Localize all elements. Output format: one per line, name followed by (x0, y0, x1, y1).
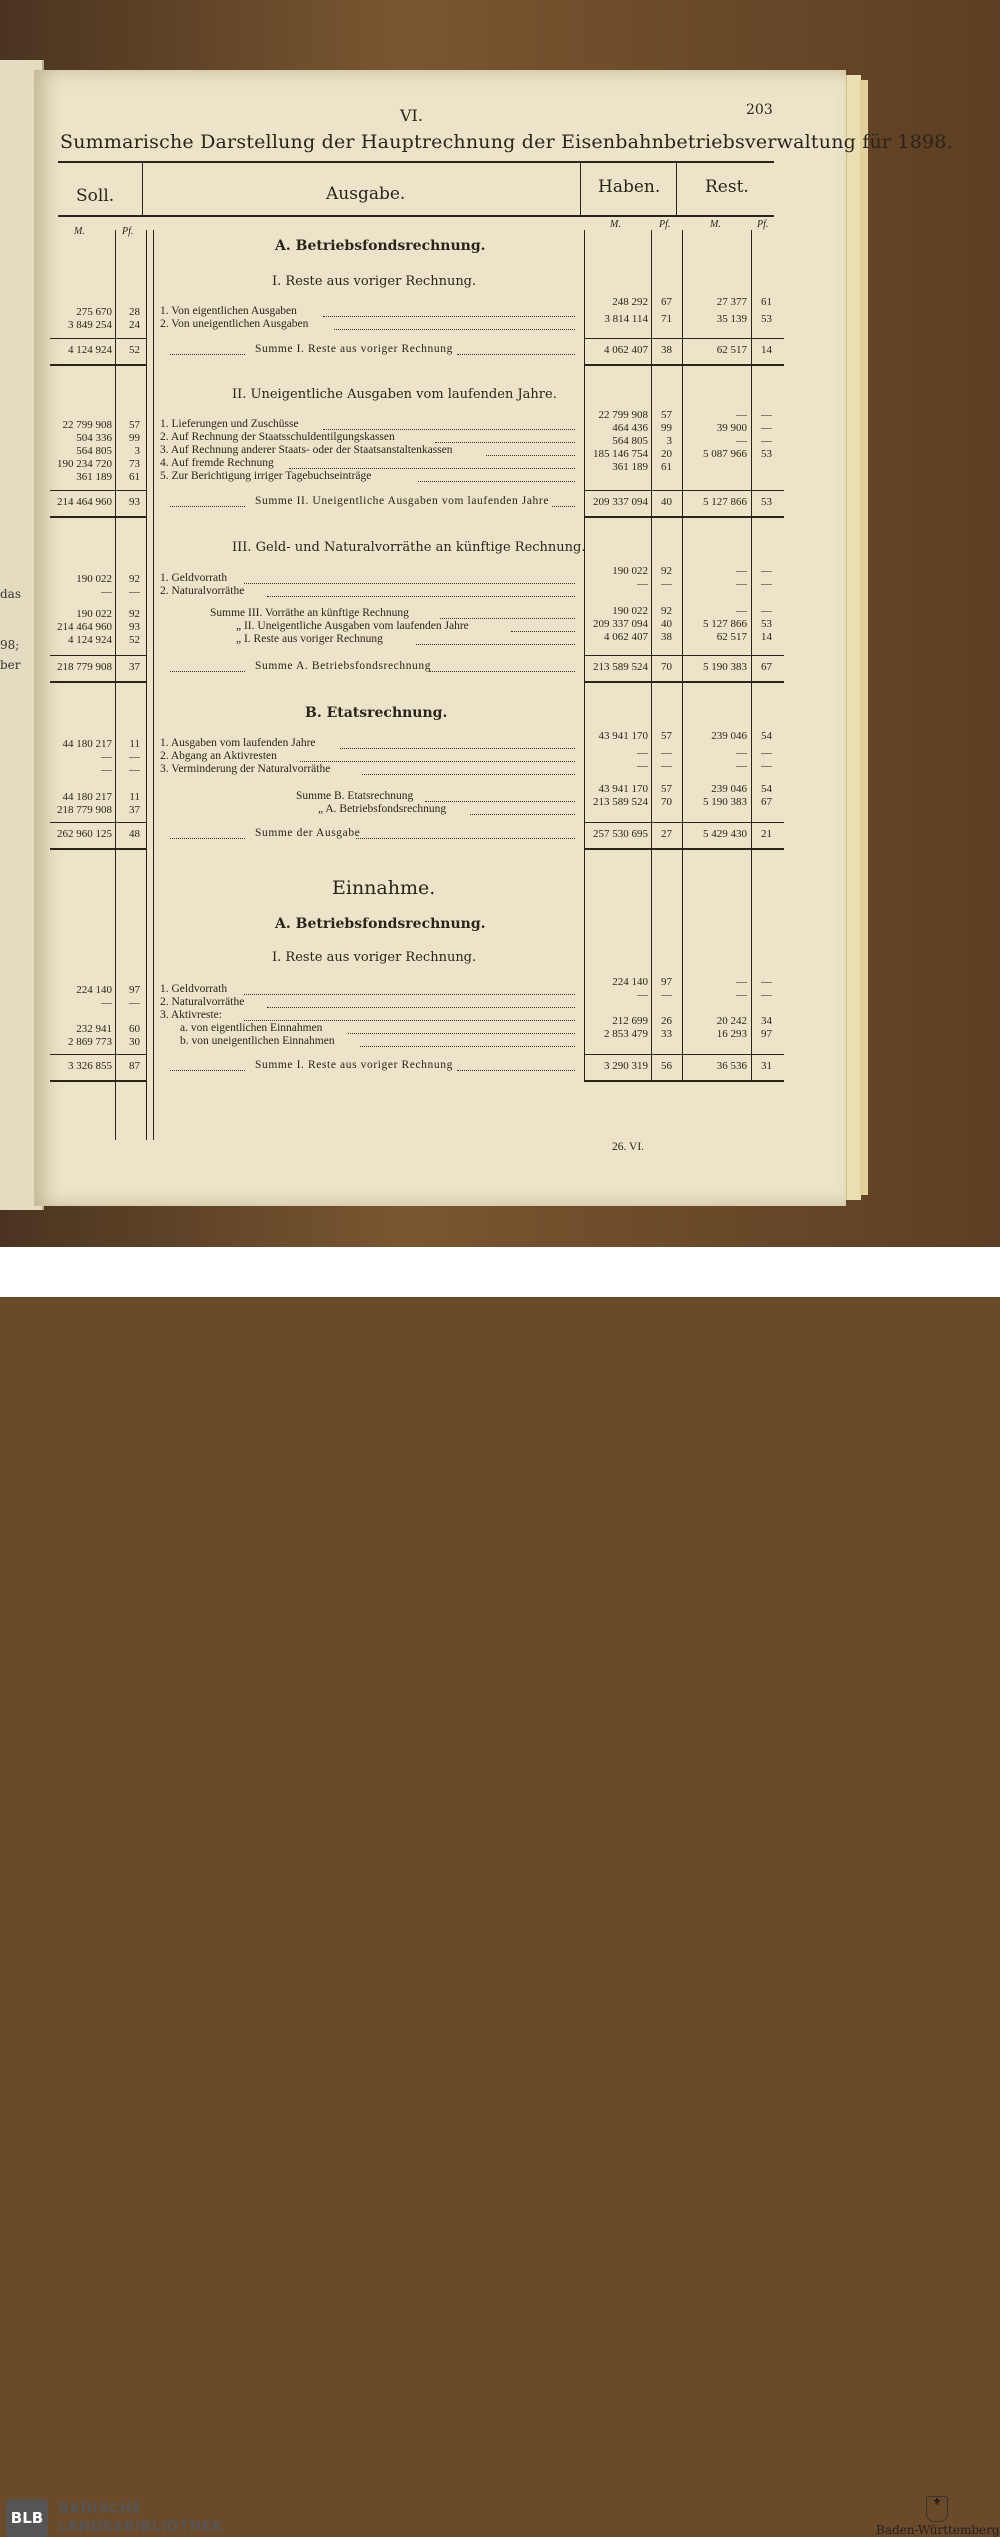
haben-pf-cell: 57 (661, 783, 672, 795)
soll-pf-cell: 11 (129, 738, 140, 750)
rest-pf-cell: 31 (761, 1060, 772, 1072)
header-soll: Soll. (76, 186, 115, 206)
section-number: VI. (400, 106, 423, 125)
section-heading: A. Betriebsfondsrechnung. (275, 238, 486, 254)
soll-mark-cell: 44 180 217 (62, 791, 112, 803)
rest-pf-cell: 61 (761, 296, 772, 308)
soll-pf-cell: 28 (129, 306, 140, 318)
soll-pf-cell: 87 (129, 1060, 140, 1072)
soll-mark-cell: 190 234 720 (57, 458, 112, 470)
header-rule (58, 215, 774, 217)
soll-pf-cell: 73 (129, 458, 140, 470)
haben-pf-cell: 40 (661, 496, 672, 508)
unit-pf: Pf. (757, 219, 769, 230)
haben-pf-cell: 57 (661, 730, 672, 742)
row-label: 2. Naturalvorräthe (160, 996, 245, 1008)
soll-mark-cell: 214 464 960 (57, 496, 112, 508)
rest-mark-cell: 36 536 (716, 1060, 747, 1072)
row-label: Summe B. Etatsrechnung (296, 790, 414, 802)
rest-pf-cell: — (761, 760, 772, 772)
sum-rule (50, 1054, 146, 1055)
sum-row-label: Summe I. Reste aus voriger Rechnung (255, 1059, 453, 1071)
rest-mark-cell: 20 242 (716, 1015, 747, 1027)
rest-mark-cell: — (736, 578, 747, 590)
soll-pf-cell: 97 (129, 984, 140, 996)
leader-dots (429, 671, 575, 672)
leader-dots (340, 748, 575, 749)
haben-pf-cell: — (661, 989, 672, 1001)
leader-dots (486, 455, 575, 456)
rest-pf-cell: — (761, 578, 772, 590)
haben-pf-cell: 3 (666, 435, 672, 447)
column-divider (676, 163, 677, 217)
haben-mark-cell: 185 146 754 (593, 448, 648, 460)
haben-pf-cell: 20 (661, 448, 672, 460)
haben-mark-cell: 212 699 (612, 1015, 648, 1027)
soll-pf-cell: 37 (129, 661, 140, 673)
leader-dots (362, 774, 575, 775)
page-title: Summarische Darstellung der Hauptrechnung der Eisenbahnbetriebsverwaltung für 1898. (60, 131, 953, 153)
column-divider (115, 230, 116, 1140)
haben-mark-cell: 3 814 114 (604, 313, 648, 325)
soll-mark-cell: 190 022 (76, 573, 112, 585)
unit-mark: M. (610, 219, 621, 230)
leader-dots (418, 481, 575, 482)
sum-row-label: Summe A. Betriebsfondsrechnung (255, 660, 432, 672)
rest-pf-cell: 67 (761, 796, 772, 808)
rest-pf-cell: 67 (761, 661, 772, 673)
margin-fragment: ber (0, 658, 21, 672)
footer-signature: 26. VI. (612, 1141, 645, 1153)
haben-mark-cell: 4 062 407 (604, 344, 648, 356)
haben-mark-cell: 213 589 524 (593, 796, 648, 808)
rest-mark-cell: 239 046 (711, 730, 747, 742)
soll-mark-cell: — (101, 997, 112, 1009)
row-label: 5. Zur Berichtigung irriger Tagebuchseinträge (160, 470, 372, 482)
soll-mark-cell: 190 022 (76, 608, 112, 620)
soll-pf-cell: 57 (129, 419, 140, 431)
sum-rule (584, 1080, 784, 1082)
soll-mark-cell: 361 189 (76, 471, 112, 483)
column-divider (153, 230, 154, 1140)
soll-mark-cell: — (101, 764, 112, 776)
sum-rule (584, 1054, 784, 1055)
haben-mark-cell: 248 292 (612, 296, 648, 308)
soll-pf-cell: 92 (129, 573, 140, 585)
rest-mark-cell: — (736, 435, 747, 447)
haben-pf-cell: 38 (661, 344, 672, 356)
header-rest: Rest. (705, 177, 749, 197)
rest-mark-cell: — (736, 760, 747, 772)
sum-rule (50, 516, 146, 518)
haben-mark-cell: — (637, 578, 648, 590)
haben-mark-cell: 464 436 (612, 422, 648, 434)
leader-dots (511, 631, 575, 632)
column-divider (580, 163, 581, 217)
haben-mark-cell: 361 189 (612, 461, 648, 473)
rest-mark-cell: 239 046 (711, 783, 747, 795)
haben-pf-cell: 40 (661, 618, 672, 630)
rest-pf-cell: 54 (761, 730, 772, 742)
sum-rule (50, 681, 146, 683)
rest-mark-cell: 5 127 866 (703, 496, 747, 508)
rest-pf-cell: 53 (761, 448, 772, 460)
sum-rule (584, 364, 784, 366)
section-heading: B. Etatsrechnung. (305, 705, 448, 721)
soll-pf-cell: 61 (129, 471, 140, 483)
rest-mark-cell: 27 377 (716, 296, 747, 308)
rest-mark-cell: 62 517 (716, 631, 747, 643)
soll-pf-cell: 24 (129, 319, 140, 331)
haben-mark-cell: 564 805 (612, 435, 648, 447)
haben-pf-cell: 33 (661, 1028, 672, 1040)
coat-of-arms-icon: ⚜ (926, 2496, 948, 2522)
row-label: a. von eigentlichen Einnahmen (180, 1022, 323, 1034)
rest-pf-cell: 21 (761, 828, 772, 840)
unit-pf: Pf. (659, 219, 671, 230)
soll-mark-cell: — (101, 586, 112, 598)
rest-mark-cell: 5 429 430 (703, 828, 747, 840)
soll-mark-cell: — (101, 751, 112, 763)
leader-dots (323, 316, 575, 317)
soll-pf-cell: 3 (134, 445, 140, 457)
leader-dots (552, 506, 575, 507)
haben-pf-cell: 71 (661, 313, 672, 325)
section-heading: A. Betriebsfondsrechnung. (275, 916, 486, 932)
haben-pf-cell: 99 (661, 422, 672, 434)
haben-mark-cell: 4 062 407 (604, 631, 648, 643)
row-label: 1. Geldvorrath (160, 572, 228, 584)
page-edges (846, 75, 861, 1200)
sum-rule (50, 364, 146, 366)
soll-pf-cell: 37 (129, 804, 140, 816)
row-label: „ I. Reste aus voriger Rechnung (236, 633, 383, 645)
leader-dots (244, 583, 575, 584)
rest-mark-cell: — (736, 409, 747, 421)
haben-mark-cell: — (637, 760, 648, 772)
leader-dots (457, 354, 575, 355)
haben-pf-cell: 67 (661, 296, 672, 308)
soll-mark-cell: 4 124 924 (68, 344, 112, 356)
row-label: 3. Auf Rechnung anderer Staats- oder der Staatsanstaltenkassen (160, 444, 453, 456)
leader-dots (170, 354, 245, 355)
haben-pf-cell: — (661, 578, 672, 590)
soll-pf-cell: — (129, 751, 140, 763)
soll-pf-cell: 11 (129, 791, 140, 803)
rest-pf-cell: — (761, 565, 772, 577)
soll-mark-cell: 224 140 (76, 984, 112, 996)
soll-mark-cell: 275 670 (76, 306, 112, 318)
soll-mark-cell: 218 779 908 (57, 804, 112, 816)
row-label: b. von uneigentlichen Einnahmen (180, 1035, 335, 1047)
library-name-line2: LANDESBIBLIOTHEK (58, 2519, 224, 2535)
haben-pf-cell: 92 (661, 605, 672, 617)
leader-dots (170, 671, 245, 672)
soll-pf-cell: — (129, 586, 140, 598)
column-divider (142, 163, 143, 217)
haben-mark-cell: 190 022 (612, 565, 648, 577)
haben-mark-cell: 209 337 094 (593, 496, 648, 508)
leader-dots (170, 506, 245, 507)
haben-pf-cell: 26 (661, 1015, 672, 1027)
soll-pf-cell: 60 (129, 1023, 140, 1035)
row-label: 2. Auf Rechnung der Staatsschuldentilgungskassen (160, 431, 395, 443)
soll-mark-cell: 232 941 (76, 1023, 112, 1035)
haben-pf-cell: 70 (661, 796, 672, 808)
row-label: 2. Von uneigentlichen Ausgaben (160, 318, 309, 330)
soll-pf-cell: — (129, 997, 140, 1009)
blb-logo: BLB (6, 2499, 48, 2537)
soll-mark-cell: 44 180 217 (62, 738, 112, 750)
leader-dots (170, 1070, 245, 1071)
leader-dots (440, 618, 575, 619)
haben-pf-cell: 56 (661, 1060, 672, 1072)
part-heading: Einnahme. (332, 877, 436, 899)
soll-pf-cell: 48 (129, 828, 140, 840)
haben-mark-cell: 224 140 (612, 976, 648, 988)
leader-dots (170, 838, 245, 839)
haben-mark-cell: 3 290 319 (604, 1060, 648, 1072)
soll-pf-cell: — (129, 764, 140, 776)
leader-dots (348, 1033, 575, 1034)
haben-pf-cell: 38 (661, 631, 672, 643)
sum-rule (584, 822, 784, 823)
rest-pf-cell: 53 (761, 313, 772, 325)
soll-pf-cell: 93 (129, 496, 140, 508)
rest-mark-cell: 62 517 (716, 344, 747, 356)
row-label: 4. Auf fremde Rechnung (160, 457, 274, 469)
rest-pf-cell: 53 (761, 618, 772, 630)
sum-rule (584, 655, 784, 656)
soll-mark-cell: 564 805 (76, 445, 112, 457)
haben-mark-cell: 213 589 524 (593, 661, 648, 673)
row-label: „ A. Betriebsfondsrechnung (318, 803, 447, 815)
unit-mark: M. (74, 226, 85, 237)
haben-pf-cell: 61 (661, 461, 672, 473)
rest-mark-cell: 35 139 (716, 313, 747, 325)
rest-pf-cell: 54 (761, 783, 772, 795)
leader-dots (244, 994, 575, 995)
row-label: „ II. Uneigentliche Ausgaben vom laufenden Jahre (236, 620, 469, 632)
haben-mark-cell: 209 337 094 (593, 618, 648, 630)
haben-pf-cell: — (661, 747, 672, 759)
rest-mark-cell: — (736, 747, 747, 759)
sum-row-label: Summe I. Reste aus voriger Rechnung (255, 343, 453, 355)
soll-mark-cell: 214 464 960 (57, 621, 112, 633)
unit-pf: Pf. (122, 226, 134, 237)
margin-fragment: 98; (0, 638, 20, 652)
rest-pf-cell: 97 (761, 1028, 772, 1040)
rest-pf-cell: — (761, 747, 772, 759)
rest-mark-cell: 5 190 383 (703, 796, 747, 808)
leader-dots (360, 1046, 575, 1047)
soll-pf-cell: 99 (129, 432, 140, 444)
leader-dots (457, 1070, 575, 1071)
haben-mark-cell: — (637, 989, 648, 1001)
row-label: 3. Verminderung der Naturalvorräthe (160, 763, 331, 775)
soll-mark-cell: 3 326 855 (68, 1060, 112, 1072)
row-label: 1. Lieferungen und Zuschüsse (160, 418, 299, 430)
page-edges-inner (860, 80, 868, 1195)
rest-pf-cell: — (761, 422, 772, 434)
rest-pf-cell: 14 (761, 631, 772, 643)
leader-dots (425, 801, 575, 802)
rest-pf-cell: — (761, 435, 772, 447)
row-label: 1. Von eigentlichen Ausgaben (160, 305, 297, 317)
sum-rule (584, 516, 784, 518)
sum-rule (50, 655, 146, 656)
rest-pf-cell: — (761, 605, 772, 617)
soll-pf-cell: 52 (129, 344, 140, 356)
soll-mark-cell: 262 960 125 (57, 828, 112, 840)
sum-rule (584, 681, 784, 683)
rest-mark-cell: 5 190 383 (703, 661, 747, 673)
sum-rule (50, 338, 146, 339)
leader-dots (244, 1020, 575, 1021)
haben-mark-cell: 257 530 695 (593, 828, 648, 840)
sum-rule (584, 848, 784, 850)
haben-pf-cell: 57 (661, 409, 672, 421)
page-number: 203 (746, 102, 773, 118)
soll-pf-cell: 92 (129, 608, 140, 620)
soll-mark-cell: 218 779 908 (57, 661, 112, 673)
soll-mark-cell: 4 124 924 (68, 634, 112, 646)
subsection-heading: I. Reste aus voriger Rechnung. (272, 950, 477, 965)
leader-dots (435, 442, 575, 443)
rest-pf-cell: 53 (761, 496, 772, 508)
rest-pf-cell: 34 (761, 1015, 772, 1027)
leader-dots (300, 761, 575, 762)
haben-mark-cell: 43 941 170 (598, 730, 648, 742)
header-haben: Haben. (598, 177, 661, 197)
haben-pf-cell: — (661, 760, 672, 772)
library-footer (0, 1247, 1000, 2537)
header-ausgabe: Ausgabe. (326, 184, 406, 204)
state-name: Baden-Württemberg (876, 2523, 1000, 2537)
soll-mark-cell: 504 336 (76, 432, 112, 444)
margin-fragment: das (0, 587, 21, 601)
rest-mark-cell: — (736, 976, 747, 988)
column-divider (146, 230, 147, 1140)
sum-rule (584, 490, 784, 491)
soll-pf-cell: 52 (129, 634, 140, 646)
sum-rule (50, 490, 146, 491)
haben-pf-cell: 92 (661, 565, 672, 577)
leader-dots (334, 329, 575, 330)
sum-rule (50, 1080, 146, 1082)
rest-pf-cell: — (761, 976, 772, 988)
haben-mark-cell: 43 941 170 (598, 783, 648, 795)
soll-pf-cell: 93 (129, 621, 140, 633)
leader-dots (470, 814, 575, 815)
sum-rule (50, 822, 146, 823)
rest-pf-cell: 14 (761, 344, 772, 356)
rest-pf-cell: — (761, 409, 772, 421)
row-label: 1. Ausgaben vom laufenden Jahre (160, 737, 316, 749)
leader-dots (323, 429, 575, 430)
rest-mark-cell: — (736, 605, 747, 617)
rest-mark-cell: — (736, 565, 747, 577)
rest-mark-cell: 5 127 866 (703, 618, 747, 630)
soll-mark-cell: 22 799 908 (62, 419, 112, 431)
top-rule (58, 161, 774, 163)
row-label: 2. Abgang an Aktivresten (160, 750, 277, 762)
rest-mark-cell: 5 087 966 (703, 448, 747, 460)
row-label: 1. Geldvorrath (160, 983, 228, 995)
rest-mark-cell: 39 900 (716, 422, 747, 434)
rest-mark-cell: 16 293 (716, 1028, 747, 1040)
leader-dots (289, 468, 575, 469)
soll-pf-cell: 30 (129, 1036, 140, 1048)
sum-row-label: Summe II. Uneigentliche Ausgaben vom laufenden Jahre (255, 495, 550, 507)
unit-mark: M. (710, 219, 721, 230)
soll-mark-cell: 3 849 254 (68, 319, 112, 331)
haben-pf-cell: 27 (661, 828, 672, 840)
rest-mark-cell: — (736, 989, 747, 1001)
library-name-line1: BADISCHE (58, 2501, 142, 2517)
subsection-heading: II. Uneigentliche Ausgaben vom laufenden Jahre. (232, 387, 557, 402)
leader-dots (356, 838, 575, 839)
row-label: Summe III. Vorräthe an künftige Rechnung (210, 607, 409, 619)
sum-row-label: Summe der Ausgabe (255, 827, 361, 839)
leader-dots (267, 1007, 575, 1008)
leader-dots (416, 644, 575, 645)
row-label: 3. Aktivreste: (160, 1009, 222, 1021)
row-label: 2. Naturalvorräthe (160, 585, 245, 597)
sum-rule (584, 338, 784, 339)
haben-pf-cell: 70 (661, 661, 672, 673)
soll-mark-cell: 2 869 773 (68, 1036, 112, 1048)
rest-pf-cell: — (761, 989, 772, 1001)
haben-mark-cell: 22 799 908 (598, 409, 648, 421)
sum-rule (50, 848, 146, 850)
leader-dots (267, 596, 575, 597)
haben-mark-cell: — (637, 747, 648, 759)
subsection-heading: III. Geld- und Naturalvorräthe an künftige Rechnung. (232, 540, 586, 555)
haben-mark-cell: 190 022 (612, 605, 648, 617)
haben-pf-cell: 97 (661, 976, 672, 988)
subsection-heading: I. Reste aus voriger Rechnung. (272, 274, 477, 289)
haben-mark-cell: 2 853 479 (604, 1028, 648, 1040)
